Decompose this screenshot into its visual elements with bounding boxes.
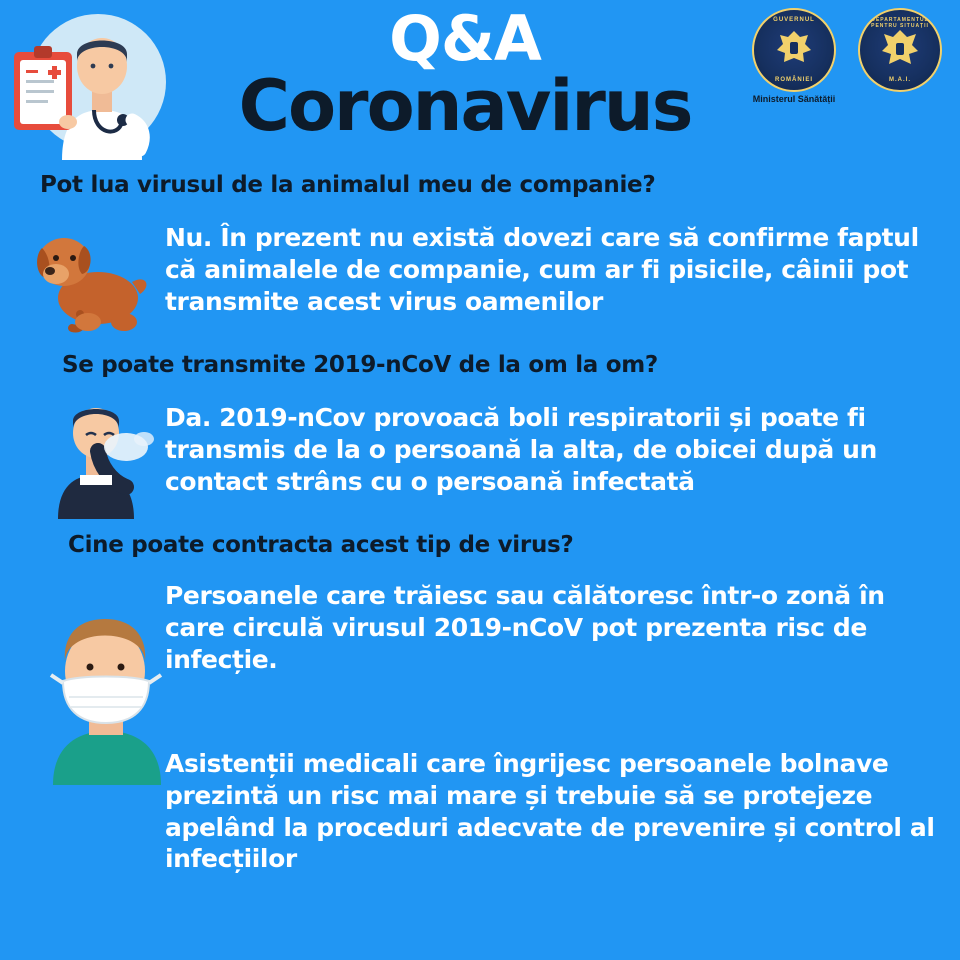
emergency-department-seal-icon: [858, 8, 942, 92]
page-title-qa: Q&A: [389, 2, 541, 75]
title-block: [215, 2, 715, 148]
emblem-left-caption: Ministerul Sănătății: [752, 94, 836, 104]
masked-person-icon: [35, 605, 175, 785]
seal-ring-top-text: GUVERNUL: [773, 17, 815, 23]
answer-1: Nu. În prezent nu există dovezi care să confirme faptul că animalele de companie, cum ar fi pisicile, câinii pot transmite acest virus oamenilor: [165, 223, 919, 316]
dog-icon: [28, 218, 158, 338]
eagle-crest-icon: [774, 28, 814, 72]
government-seal-icon: [752, 8, 836, 92]
answer-3: Persoanele care trăiesc sau călătoresc într-o zonă în care circulă virusul 2019-nCoV pot prezenta risc de infecție.: [165, 581, 885, 674]
question-3: Cine poate contracta acest tip de virus?: [68, 532, 574, 558]
poster-header: [0, 0, 960, 172]
emblem-departamentul-situatii-urgenta: [854, 8, 946, 95]
question-2: Se poate transmite 2019-nCoV de la om la om?: [62, 352, 658, 378]
doctor-clipboard-icon: [10, 10, 170, 165]
seal2-ring-bottom-text: M.A.I.: [889, 77, 911, 83]
seal-ring-bottom-text: ROMÂNIEI: [775, 77, 813, 83]
seal2-ring-top-text: DEPARTAMENTUL PENTRU SITUAȚII: [871, 17, 929, 29]
answer-4: Asistenții medicali care îngrijesc persoanele bolnave prezintă un risc mai mare și trebuie să se protejeze apelând la proceduri adecvate de prevenire și control al infecțiilor: [165, 749, 935, 874]
page-title-coronavirus: Coronavirus: [238, 65, 692, 148]
answer-2: Da. 2019-nCov provoacă boli respiratorii și poate fi transmis de la o persoană la alta, de obicei după un contact strâns cu o persoană infectată: [165, 403, 877, 496]
emblem-guvernul-romaniei: [748, 8, 840, 105]
emblems-group: [748, 8, 946, 105]
eagle-crest-2-icon: [880, 28, 920, 72]
question-1: Pot lua virusul de la animalul meu de companie?: [40, 172, 656, 198]
coughing-person-icon: [40, 395, 160, 520]
